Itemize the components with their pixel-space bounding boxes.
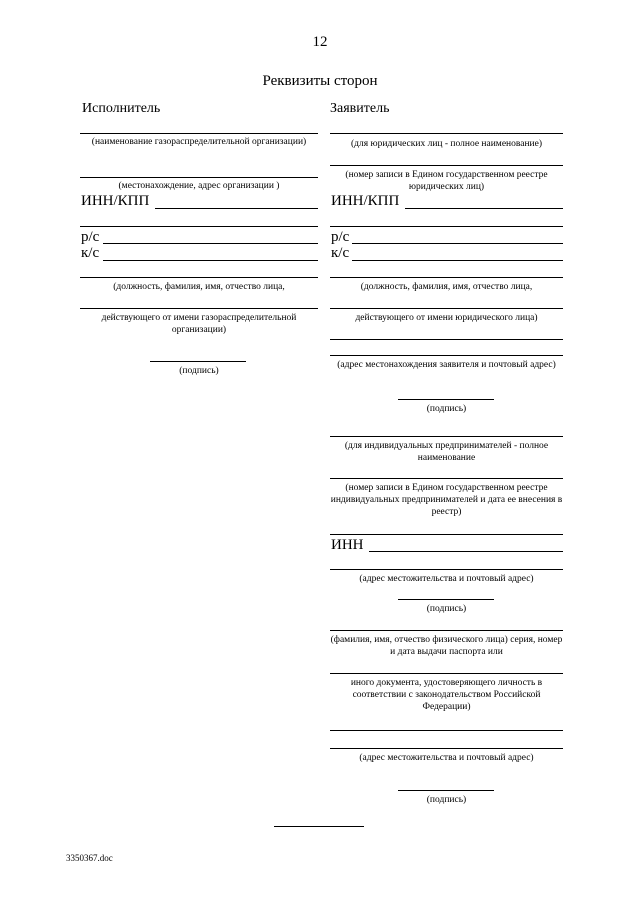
page-number: 12 xyxy=(312,34,328,50)
applicant-signature-line-1 xyxy=(398,399,494,400)
applicant-signature-line-2 xyxy=(398,599,494,600)
applicant-legal-record-line xyxy=(330,165,563,166)
applicant-signature-caption-1: (подпись) xyxy=(426,404,467,414)
applicant-ip-record-caption: (номер записи в Едином государственном реестре индивидуальных предпринимателей и дата ее внесения в реестр) xyxy=(330,483,563,517)
applicant-ip-address-caption: (адрес местожительства и почтовый адрес) xyxy=(359,574,534,584)
applicant-rs-line xyxy=(352,243,563,244)
applicant-blank-line xyxy=(330,226,563,227)
executor-position-line xyxy=(80,277,318,278)
footer-filename: 3350367.doc xyxy=(66,853,113,863)
bottom-divider xyxy=(274,826,364,827)
applicant-person-caption: (фамилия, имя, отчество физического лица) серия, номер и дата выдачи паспорта или xyxy=(330,635,563,657)
executor-rs-line xyxy=(103,243,318,244)
applicant-person-address-caption: (адрес местожительства и почтовый адрес) xyxy=(359,753,534,763)
executor-signature-line xyxy=(150,361,246,362)
applicant-blank-line-4 xyxy=(330,730,563,731)
applicant-inn-label: ИНН xyxy=(331,537,364,553)
executor-inn-kpp-label: ИНН/КПП xyxy=(81,193,150,209)
applicant-blank-line-2 xyxy=(330,339,563,340)
executor-ks-label: к/с xyxy=(81,245,100,261)
applicant-ip-name-line xyxy=(330,436,563,437)
applicant-ks-label: к/с xyxy=(331,245,350,261)
executor-location-caption: (местонахождение, адрес организации ) xyxy=(118,181,280,191)
applicant-inn-kpp-label: ИНН/КПП xyxy=(331,193,400,209)
applicant-ip-name-caption: (для индивидуальных предпринимателей - полное наименование xyxy=(344,441,549,463)
applicant-inn-line xyxy=(369,551,563,552)
executor-rs-label: р/с xyxy=(81,229,100,245)
applicant-ip-record-line xyxy=(330,478,563,479)
applicant-document-caption: иного документа, удостоверяющего личность в соответствии с законодательством Российской Федерации) xyxy=(350,678,543,712)
executor-location-line xyxy=(80,177,318,178)
applicant-legal-name-caption: (для юридических лиц - полное наименование) xyxy=(351,139,542,149)
page-title: Реквизиты сторон xyxy=(262,73,378,89)
applicant-heading: Заявитель xyxy=(330,101,390,116)
executor-name-line xyxy=(80,133,318,134)
applicant-address-line xyxy=(330,355,563,356)
applicant-blank-line-3 xyxy=(330,534,563,535)
executor-acting-line xyxy=(80,308,318,309)
executor-name-caption: (наименование газораспределительной организации) xyxy=(91,137,307,147)
executor-acting-caption: действующего от имени газораспределительной организации) xyxy=(101,313,297,335)
executor-heading: Исполнитель xyxy=(82,101,161,116)
applicant-ks-line xyxy=(352,260,563,261)
applicant-signature-caption-3: (подпись) xyxy=(426,795,467,805)
applicant-acting-line xyxy=(330,308,563,309)
executor-blank-line xyxy=(80,226,318,227)
applicant-position-line xyxy=(330,277,563,278)
executor-signature-caption: (подпись) xyxy=(179,366,219,376)
applicant-position-caption: (должность, фамилия, имя, отчество лица, xyxy=(360,282,533,292)
applicant-person-line xyxy=(330,630,563,631)
applicant-inn-kpp-line xyxy=(405,208,563,209)
applicant-signature-line-3 xyxy=(398,790,494,791)
applicant-address-caption: (адрес местонахождения заявителя и почтовый адрес) xyxy=(337,360,556,370)
executor-ks-line xyxy=(103,260,318,261)
applicant-person-address-line xyxy=(330,748,563,749)
applicant-legal-record-caption: (номер записи в Едином государственном реестре юридических лиц) xyxy=(345,170,548,192)
applicant-signature-caption-2: (подпись) xyxy=(426,604,467,614)
applicant-rs-label: р/с xyxy=(331,229,350,245)
applicant-acting-caption: действующего от имени юридического лица) xyxy=(355,313,538,323)
applicant-document-line xyxy=(330,673,563,674)
applicant-ip-address-line xyxy=(330,569,563,570)
executor-inn-kpp-line xyxy=(155,208,318,209)
executor-position-caption: (должность, фамилия, имя, отчество лица, xyxy=(113,282,285,292)
applicant-legal-name-line xyxy=(330,133,563,134)
